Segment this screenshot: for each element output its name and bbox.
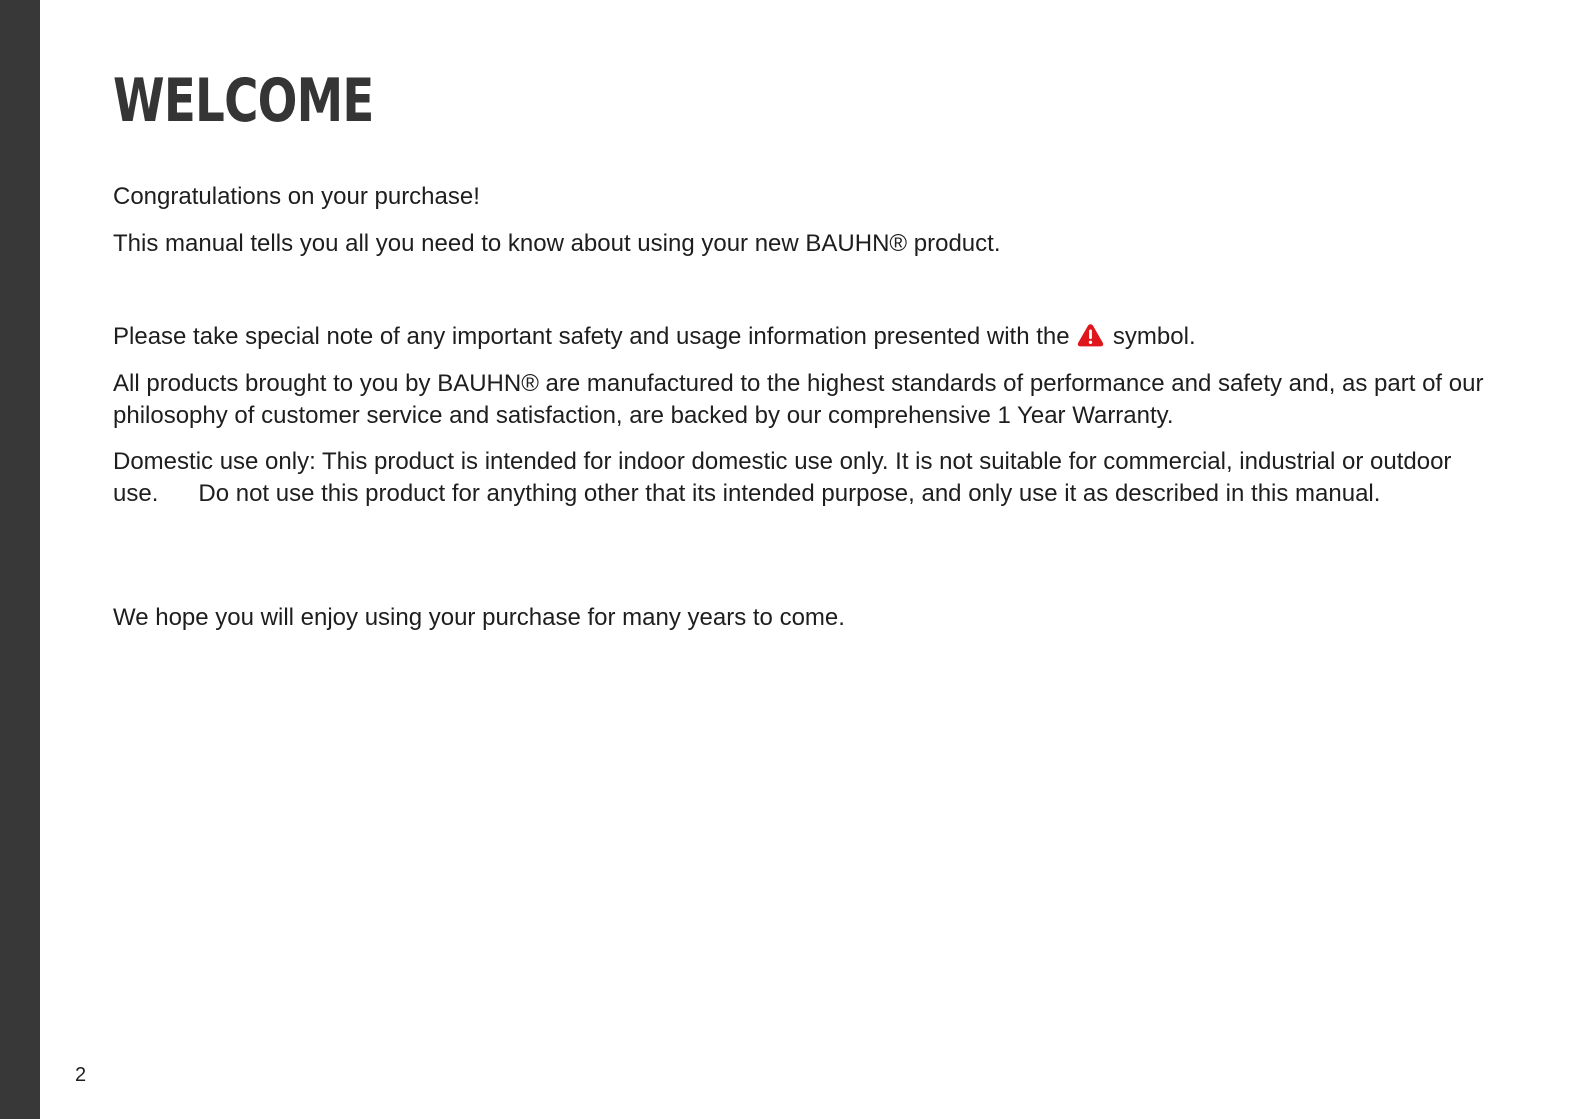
- warning-triangle-icon: [1077, 323, 1104, 347]
- warranty-text: All products brought to you by BAUHN® are manufactured to the highest standards of performance and safety and, as part of our philosophy of customer service and satisfaction, are backed by our comprehensive 1 Year Warranty.: [113, 370, 1491, 429]
- manual-intro-text: This manual tells you all you need to know about using your new BAUHN® product.: [113, 230, 1001, 257]
- congratulations-text: Congratulations on your purchase!: [113, 183, 480, 210]
- side-bar: [0, 0, 40, 1119]
- safety-note-text-start: Please take special note of any important safety and usage information presented with the: [113, 323, 1077, 350]
- domestic-use-text: Domestic use only: This product is intended for indoor domestic use only. It is not suitable for commercial, industrial or outdoor use. Do not use this product for anything other that its intended purpose, and only use it as described in this manual.: [113, 448, 1459, 507]
- page-number: 2: [75, 1064, 87, 1086]
- closing-text: We hope you will enjoy using your purchase for many years to come.: [113, 604, 845, 631]
- safety-note-text-end: symbol.: [1106, 323, 1196, 350]
- page-title: WELCOME: [113, 66, 374, 136]
- safety-note-text: [113, 321, 1503, 353]
